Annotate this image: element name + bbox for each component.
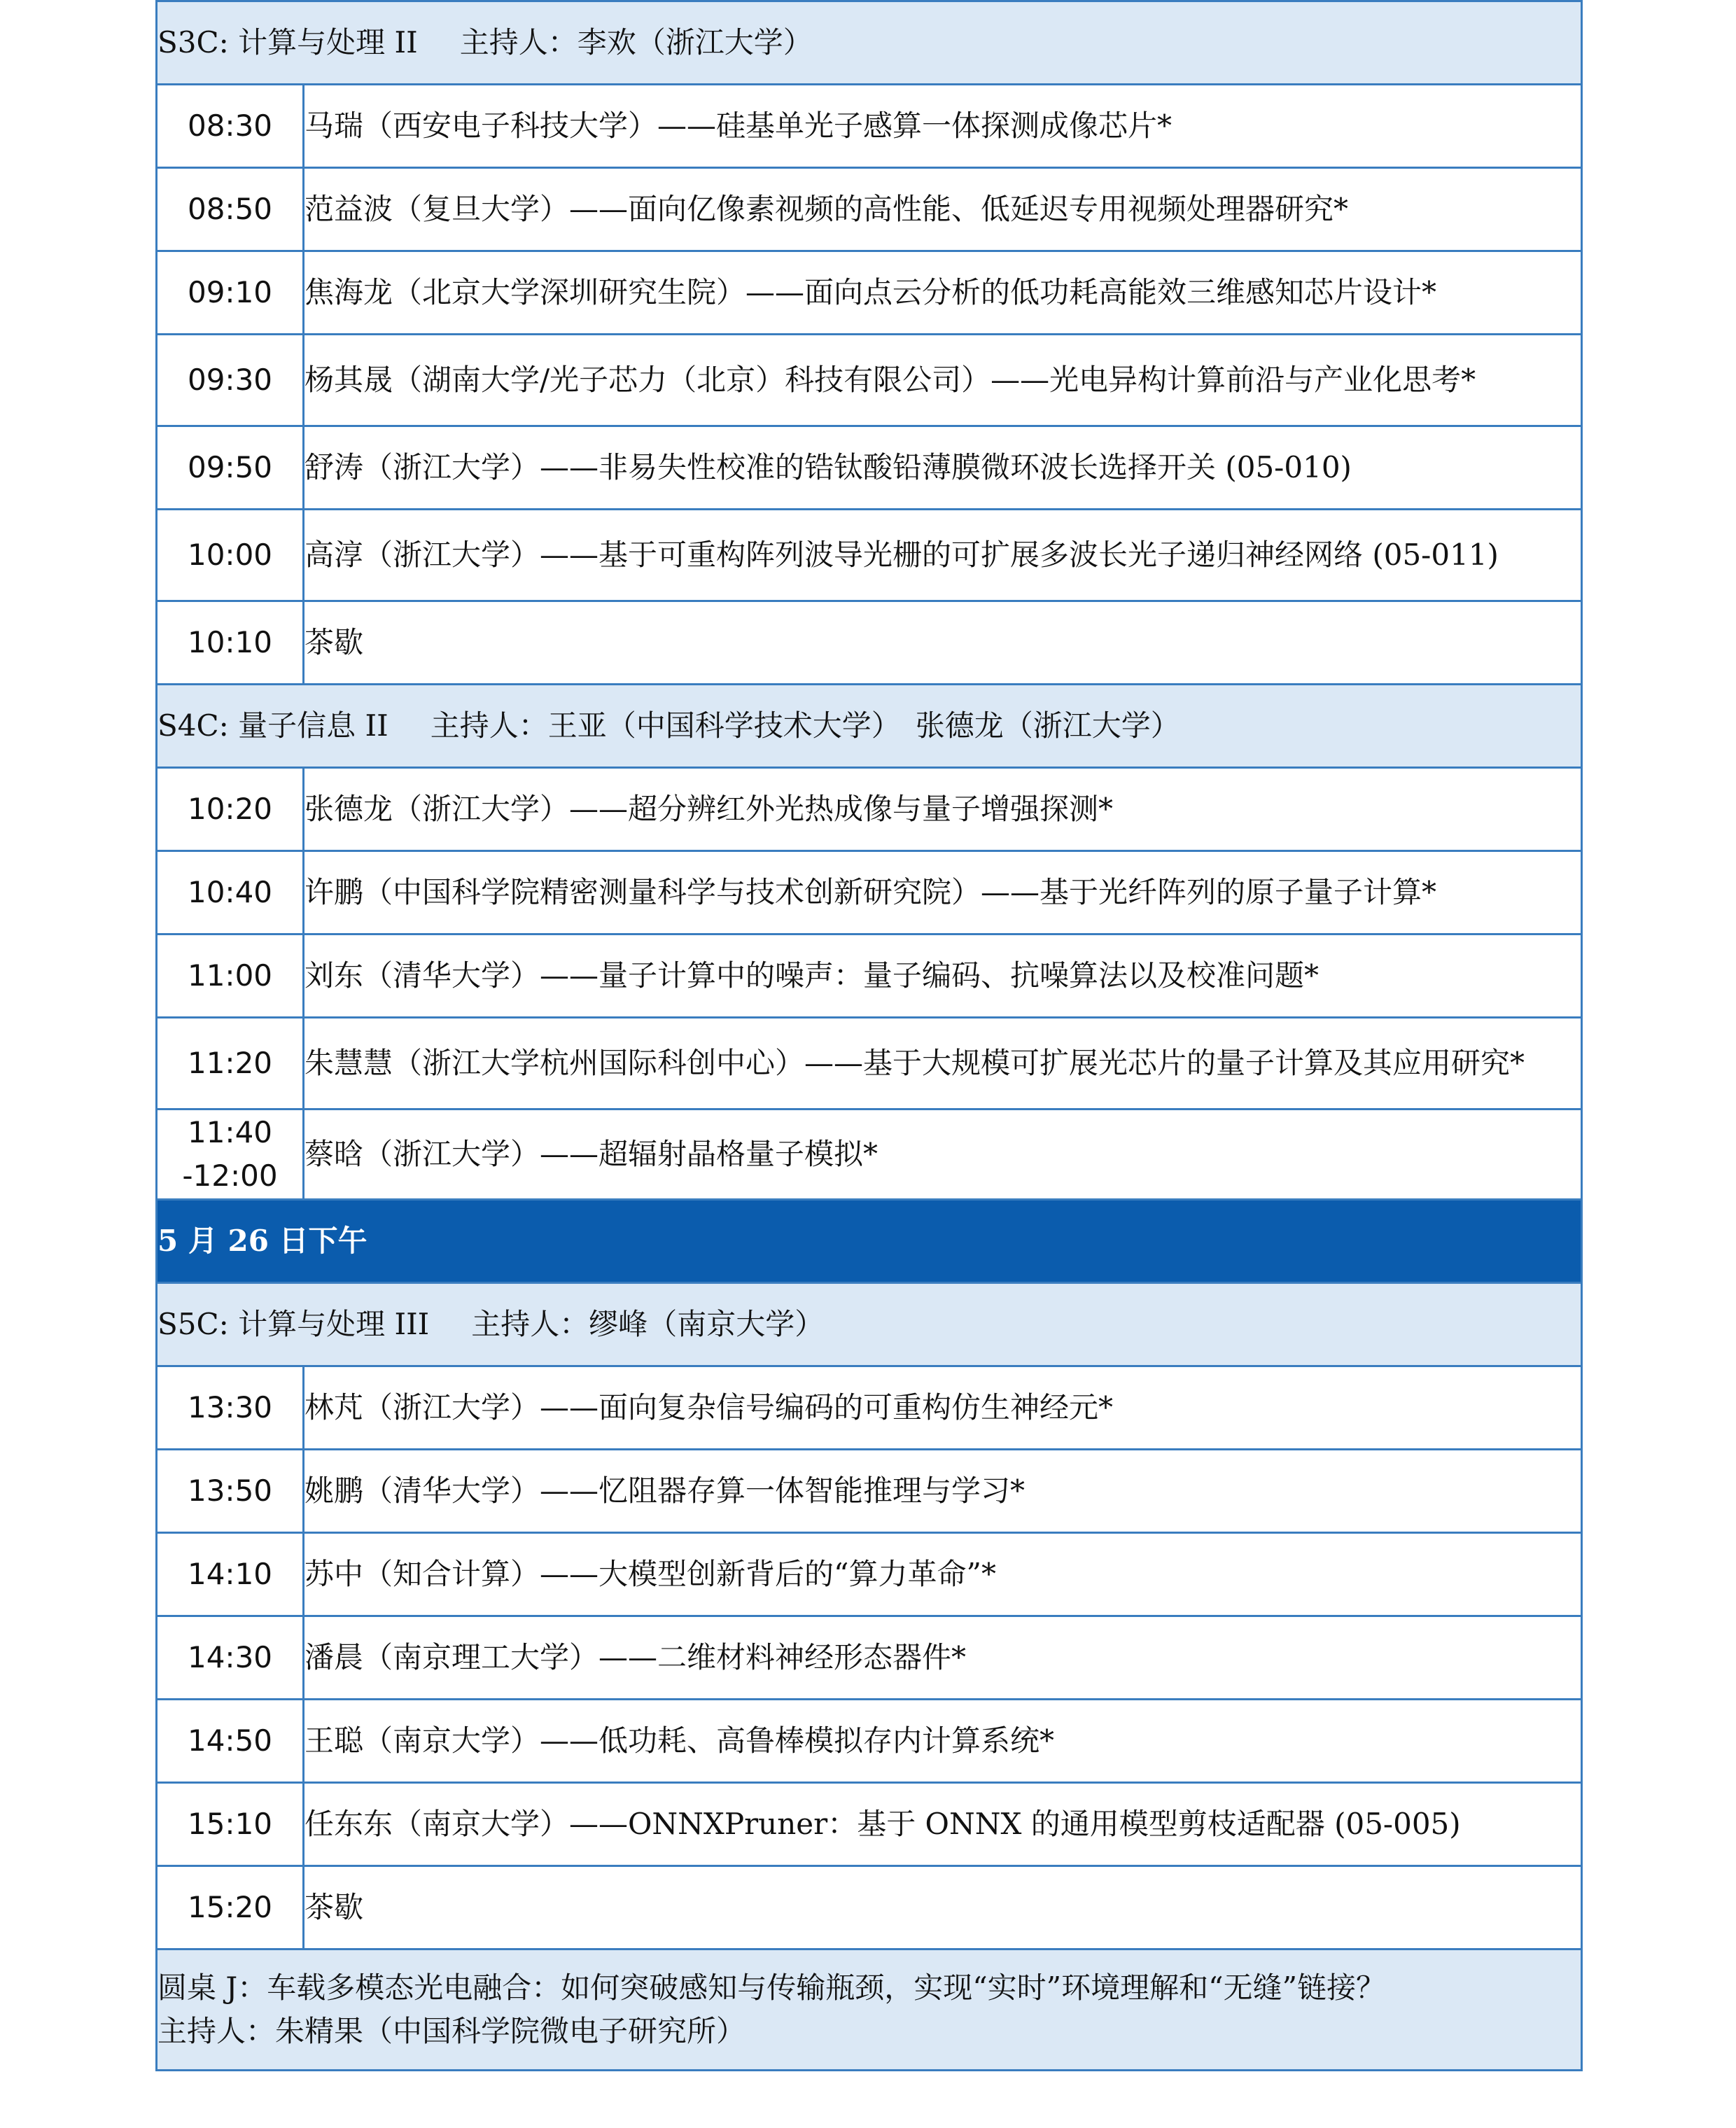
talk-row xyxy=(157,768,1582,851)
talk-title: 马瑞（西安电子科技大学）——硅基单光子感算一体探测成像芯片* xyxy=(304,85,1582,168)
talk-time: 13:30 xyxy=(157,1366,304,1450)
talk-title: 姚鹏（清华大学）——忆阻器存算一体智能推理与学习* xyxy=(304,1450,1582,1533)
talk-row xyxy=(157,1616,1582,1700)
roundtable-cell xyxy=(157,1949,1582,2071)
talk-time: 08:30 xyxy=(157,85,304,168)
break-row xyxy=(157,601,1582,685)
session-header xyxy=(157,1,1582,85)
talk-title: 蔡晗（浙江大学）——超辐射晶格量子模拟* xyxy=(304,1110,1582,1200)
session-header-row xyxy=(157,685,1582,768)
session-header-row xyxy=(157,1,1582,85)
session-host: 主持人：缪峰（南京大学） xyxy=(471,1307,825,1341)
talk-row xyxy=(157,1533,1582,1616)
talk-time-range xyxy=(157,1110,304,1200)
talk-time: 09:50 xyxy=(157,426,304,510)
talk-row xyxy=(157,426,1582,510)
talk-time: 13:50 xyxy=(157,1450,304,1533)
talk-time: 09:10 xyxy=(157,251,304,335)
day-header: 5 月 26 日下午 xyxy=(157,1200,1582,1283)
session-header xyxy=(157,685,1582,768)
roundtable-row xyxy=(157,1949,1582,2071)
schedule-table xyxy=(155,0,1583,2071)
talk-row xyxy=(157,1110,1582,1200)
session-header xyxy=(157,1283,1582,1366)
talk-title: 苏中（知合计算）——大模型创新背后的“算力革命”* xyxy=(304,1533,1582,1616)
talk-title: 焦海龙（北京大学深圳研究生院）——面向点云分析的低功耗高能效三维感知芯片设计* xyxy=(304,251,1582,335)
talk-time: 09:30 xyxy=(157,335,304,426)
talk-time: 10:10 xyxy=(157,601,304,685)
talk-row xyxy=(157,1018,1582,1110)
talk-time: 10:40 xyxy=(157,851,304,934)
talk-time: 14:50 xyxy=(157,1700,304,1783)
talk-title: 高淳（浙江大学）——基于可重构阵列波导光栅的可扩展多波长光子递归神经网络 (05-011) xyxy=(304,510,1582,601)
break-label: 茶歇 xyxy=(304,1866,1582,1949)
talk-time: 10:00 xyxy=(157,510,304,601)
talk-time: 15:10 xyxy=(157,1783,304,1866)
session-title: S4C: 量子信息 II xyxy=(158,708,388,743)
talk-title: 潘晨（南京理工大学）——二维材料神经形态器件* xyxy=(304,1616,1582,1700)
talk-title: 张德龙（浙江大学）——超分辨红外光热成像与量子增强探测* xyxy=(304,768,1582,851)
talk-row xyxy=(157,85,1582,168)
talk-time-start: 11:40 xyxy=(187,1115,273,1149)
talk-time: 14:30 xyxy=(157,1616,304,1700)
talk-row xyxy=(157,934,1582,1018)
talk-title: 林芃（浙江大学）——面向复杂信号编码的可重构仿生神经元* xyxy=(304,1366,1582,1450)
talk-time: 14:10 xyxy=(157,1533,304,1616)
talk-time: 10:20 xyxy=(157,768,304,851)
session-host: 主持人：王亚（中国科学技术大学） 张德龙（浙江大学） xyxy=(430,708,1180,743)
talk-title: 王聪（南京大学）——低功耗、高鲁棒模拟存内计算系统* xyxy=(304,1700,1582,1783)
talk-time: 15:20 xyxy=(157,1866,304,1949)
talk-title: 范益波（复旦大学）——面向亿像素视频的高性能、低延迟专用视频处理器研究* xyxy=(304,168,1582,251)
roundtable-host: 主持人：朱精果（中国科学院微电子研究所） xyxy=(158,2014,746,2048)
talk-title: 刘东（清华大学）——量子计算中的噪声：量子编码、抗噪算法以及校准问题* xyxy=(304,934,1582,1018)
break-row xyxy=(157,1866,1582,1949)
break-label: 茶歇 xyxy=(304,601,1582,685)
talk-row xyxy=(157,1450,1582,1533)
talk-title: 朱慧慧（浙江大学杭州国际科创中心）——基于大规模可扩展光芯片的量子计算及其应用研究* xyxy=(304,1018,1582,1110)
talk-title: 许鹏（中国科学院精密测量科学与技术创新研究院）——基于光纤阵列的原子量子计算* xyxy=(304,851,1582,934)
talk-row xyxy=(157,1366,1582,1450)
talk-time: 08:50 xyxy=(157,168,304,251)
talk-time: 11:00 xyxy=(157,934,304,1018)
talk-row xyxy=(157,851,1582,934)
session-header-row xyxy=(157,1283,1582,1366)
session-title: S5C: 计算与处理 III xyxy=(158,1307,430,1341)
talk-time-end: -12:00 xyxy=(182,1158,278,1193)
talk-row xyxy=(157,1783,1582,1866)
talk-time: 11:20 xyxy=(157,1018,304,1110)
day-header-row xyxy=(157,1200,1582,1283)
session-host: 主持人：李欢（浙江大学） xyxy=(459,25,813,59)
roundtable-title: 圆桌 J：车载多模态光电融合：如何突破感知与传输瓶颈，实现“实时”环境理解和“无缝”链接？ xyxy=(158,1970,1386,2005)
talk-row xyxy=(157,1700,1582,1783)
talk-row xyxy=(157,510,1582,601)
talk-title: 舒涛（浙江大学）——非易失性校准的锆钛酸铅薄膜微环波长选择开关 (05-010) xyxy=(304,426,1582,510)
talk-row xyxy=(157,335,1582,426)
session-title: S3C: 计算与处理 II xyxy=(158,25,418,59)
talk-row xyxy=(157,168,1582,251)
talk-row xyxy=(157,251,1582,335)
talk-title: 任东东（南京大学）——ONNXPruner：基于 ONNX 的通用模型剪枝适配器 (05-005) xyxy=(304,1783,1582,1866)
talk-title: 杨其晟（湖南大学/光子芯力（北京）科技有限公司）——光电异构计算前沿与产业化思考* xyxy=(304,335,1582,426)
